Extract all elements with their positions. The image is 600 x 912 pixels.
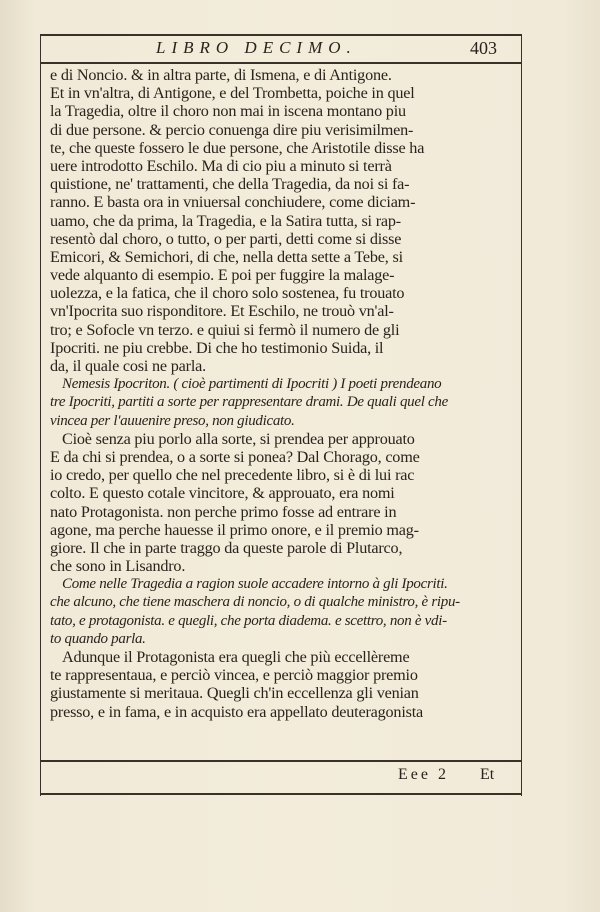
text-line: vede alquanto di esempio. E poi per fuggire la malage- — [50, 266, 395, 285]
text-line: uolezza, e la fatica, che il choro solo sostenea, fu trouato — [50, 284, 405, 303]
text-line: to quando parla. — [50, 630, 146, 647]
text-line: Come nelle Tragedia a ragion suole accadere intorno à gli Ipocriti. — [62, 576, 448, 593]
text-line: la Tragedia, oltre il choro non mai in iscena montano piu — [50, 102, 406, 121]
text-line: agone, ma perche hauesse il primo onore, e il premio mag- — [50, 520, 419, 539]
bottom-rule — [40, 793, 522, 795]
text-line: te rappresentaua, e perciò vincea, e perciò maggior premio — [50, 666, 418, 685]
quote-nemesis — [50, 375, 518, 430]
paragraph-1 — [50, 66, 518, 375]
text-line: te, che queste fossero le due persone, che Aristotile disse ha — [50, 138, 425, 157]
text-block — [50, 66, 518, 721]
text-line: Et in vn'altra, di Antigone, e del Trombetta, poiche in quel — [50, 84, 415, 103]
paragraph-2 — [50, 430, 518, 576]
text-line: nato Protagonista. non perche primo fosse ad entrare in — [50, 502, 397, 521]
text-bottom-rule — [40, 760, 522, 762]
text-line: Adunque il Protagonista era quegli che più eccellèreme — [62, 648, 410, 666]
text-line: tro; e Sofocle vn terzo. e quiui si fermò il numero de gli — [50, 320, 400, 339]
signature-mark: Eee 2 — [398, 766, 449, 783]
text-line: vincea per l'auuenire preso, non giudicato. — [50, 412, 295, 429]
page-number: 403 — [470, 38, 497, 58]
header-rule — [40, 62, 522, 64]
text-line: Nemesis Ipocriton. ( cioè partimenti di Ipocriti ) I poeti prendeano — [62, 376, 442, 393]
text-line: E da chi si prendea, o a sorte si ponea? Dal Chorago, come — [50, 447, 420, 466]
text-line: Emicori, & Semichori, di che, nella detta sette a Tebe, si — [50, 247, 403, 266]
text-line: quistione, ne' trattamenti, che della Tragedia, da noi si fa- — [50, 175, 410, 194]
text-line: che sono in Lisandro. — [50, 557, 186, 576]
text-line: e di Noncio. & in altra parte, di Ismena, e di Antigone. — [50, 66, 392, 84]
top-rule — [40, 34, 522, 36]
text-line: giustamente si meritaua. Quegli ch'in eccellenza gli venian — [50, 684, 419, 703]
text-line: uere introdotto Eschilo. Ma di cio piu a minuto si terrà — [50, 156, 392, 175]
paragraph-3 — [50, 648, 518, 721]
text-line: Ipocriti. ne piu crebbe. Di che ho testimonio Suida, il — [50, 338, 384, 357]
text-line: ranno. E basta ora in vniuersal conchiudere, come diciam- — [50, 193, 416, 212]
catchword: Et — [480, 766, 495, 783]
text-line: di due persone. & percio conuenga dire piu verisimilmen- — [50, 120, 414, 139]
running-title: LIBRO DECIMO. — [156, 38, 357, 57]
text-line: giore. Il che in parte traggo da queste parole di Plutarco, — [50, 538, 403, 557]
text-line: vn'Ipocrita suo risponditore. Et Eschilo, ne trouò vn'al- — [50, 302, 394, 321]
quote-plutarch — [50, 575, 518, 648]
text-line: io credo, per quello che nel precedente libro, si è di lui rac — [50, 466, 415, 485]
text-line: tato, e protagonista. e quegli, che porta diadema. e scettro, non è vdi- — [50, 612, 447, 629]
text-line: colto. E questo cotale vincitore, & approuato, era nomi — [50, 484, 395, 503]
text-line: da, il quale cosi ne parla. — [50, 357, 206, 375]
text-line: che alcuno, che tiene maschera di noncio, o di qualche ministro, è ripu- — [50, 594, 460, 611]
text-line: uamo, che da prima, la Tragedia, e la Satira tutta, si rap- — [50, 211, 401, 230]
text-line: tre Ipocriti, partiti a sorte per rappresentare drami. De quali quel che — [50, 394, 448, 411]
text-line: resentò dal choro, o tutto, o per parti, detti come si disse — [50, 229, 402, 248]
text-line: Cioè senza piu porlo alla sorte, si prendea per approuato — [62, 429, 415, 448]
text-line: presso, e in fama, e in acquisto era appellato deuteragonista — [50, 702, 424, 721]
